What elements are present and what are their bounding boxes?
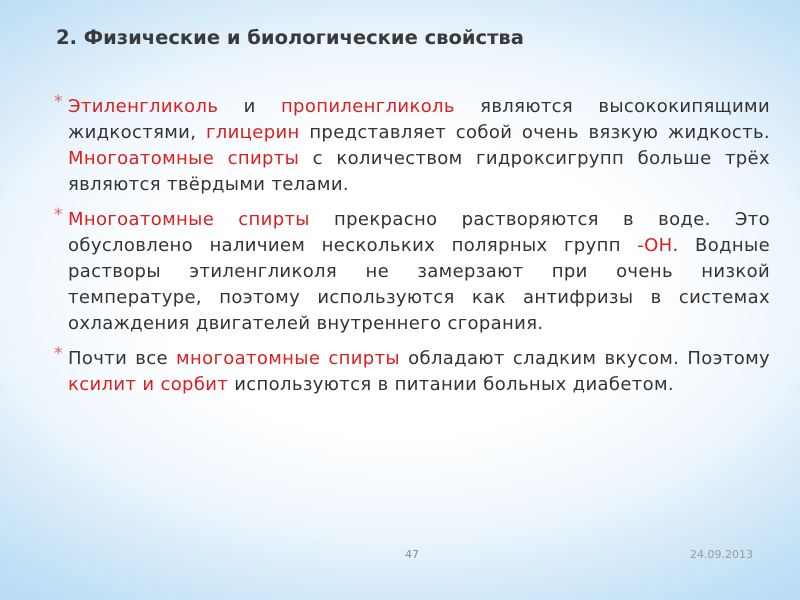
bullet-item (54, 94, 770, 198)
highlighted-text: пропиленгликоль (280, 96, 455, 117)
plain-text: представляет собой очень вязкую жидкость. (299, 122, 770, 143)
slide-date: 24.09.2013 (690, 548, 753, 561)
slide-title: 2. Физические и биологические свойства (56, 26, 524, 49)
bullet-asterisk-icon: * (54, 344, 63, 364)
highlighted-text: многоатомные спирты (176, 348, 400, 369)
plain-text: используются в питании больных диабетом. (228, 374, 674, 395)
plain-text: являются высококипящими жидкостями, (68, 96, 770, 143)
plain-text: . Водные растворы этиленгликоля не замерзают при очень низкой температуре, поэтому используются как антифризы в системах охлаждения двигателей внутреннего сгорания. (68, 235, 770, 334)
highlighted-text: глицерин (205, 122, 300, 143)
highlighted-text: Многоатомные спирты (68, 148, 300, 169)
bullet-text (68, 348, 770, 395)
bullet-asterisk-icon: * (54, 92, 63, 112)
highlighted-text: Этиленгликоль (68, 96, 219, 117)
bullet-text (68, 96, 770, 195)
plain-text: Почти все (68, 348, 177, 369)
highlighted-text: -ОН (637, 235, 673, 256)
plain-text: и (218, 96, 281, 117)
bullet-asterisk-icon: * (54, 205, 63, 225)
bullet-item (54, 207, 770, 337)
slide-content (54, 94, 770, 407)
plain-text: с количеством гидроксигрупп больше трёх являются твёрдыми телами. (68, 148, 770, 195)
slide-page-number: 47 (405, 548, 419, 561)
bullet-text (68, 209, 770, 334)
bullet-item (54, 346, 770, 398)
highlighted-text: ксилит и сорбит (68, 374, 229, 395)
plain-text: обладают сладким вкусом. Поэтому (399, 348, 771, 369)
plain-text: прекрасно растворяются в воде. Это обусловлено наличием нескольких полярных групп (68, 209, 770, 256)
highlighted-text: Многоатомные спирты (68, 209, 310, 230)
